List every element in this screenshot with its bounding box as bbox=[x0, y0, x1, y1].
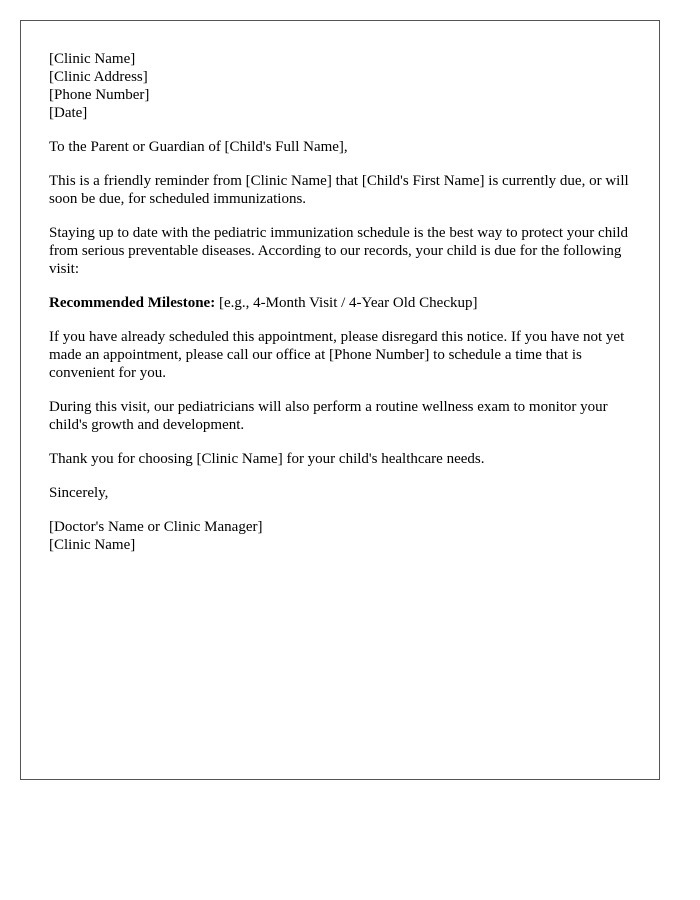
letter-date: [Date] bbox=[49, 105, 88, 121]
milestone-value: [e.g., 4-Month Visit / 4-Year Old Checkup] bbox=[215, 295, 478, 311]
letter-page bbox=[20, 20, 660, 780]
thanks-paragraph: Thank you for choosing [Clinic Name] for your child's healthcare needs. bbox=[49, 451, 485, 467]
appointment-paragraph: If you have already scheduled this appointment, please disregard this notice. If you have not yet made an appointment, please call our office at [Phone Number] to schedule a time that is convenient for you. bbox=[49, 329, 625, 381]
valediction: Sincerely, bbox=[49, 485, 109, 501]
milestone-paragraph bbox=[49, 294, 631, 312]
milestone-label: Recommended Milestone: bbox=[49, 295, 216, 311]
wellness-paragraph: During this visit, our pediatricians will also perform a routine wellness exam to monitor your child's growth and development. bbox=[49, 399, 608, 433]
schedule-paragraph: Staying up to date with the pediatric immunization schedule is the best way to protect your child from serious preventable diseases. According to our records, your child is due for the following visit: bbox=[49, 225, 629, 277]
salutation: To the Parent or Guardian of [Child's Full Name], bbox=[49, 139, 348, 155]
signer-name: [Doctor's Name or Clinic Manager] bbox=[49, 519, 263, 535]
letter-header bbox=[49, 50, 631, 122]
clinic-name: [Clinic Name] bbox=[49, 51, 136, 67]
intro-paragraph: This is a friendly reminder from [Clinic Name] that [Child's First Name] is currently due, or will soon be due, for scheduled immunizations. bbox=[49, 173, 629, 207]
clinic-address: [Clinic Address] bbox=[49, 69, 148, 85]
phone-number: [Phone Number] bbox=[49, 87, 150, 103]
signature-block bbox=[49, 518, 631, 554]
signer-organization: [Clinic Name] bbox=[49, 537, 136, 553]
